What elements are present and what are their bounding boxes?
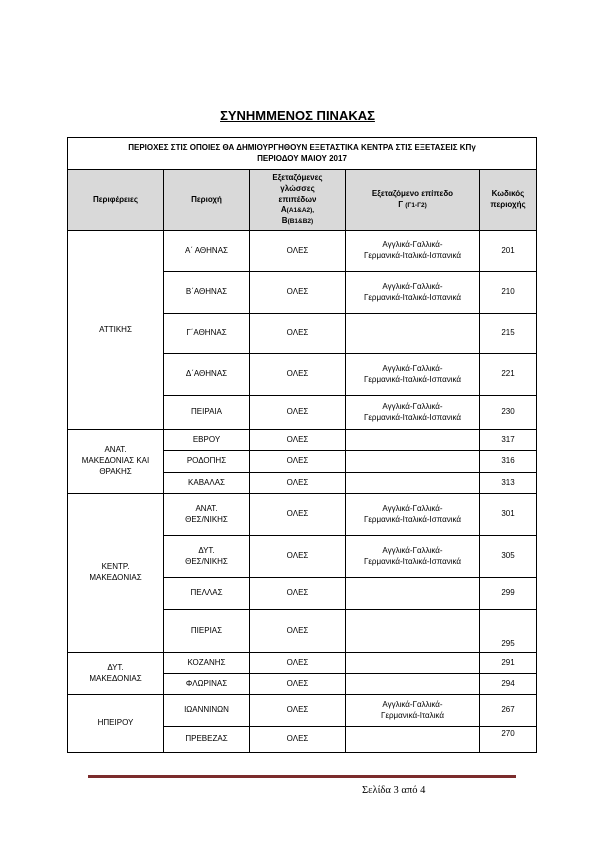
- level-c-line1: Αγγλικά-Γαλλικά-: [382, 503, 443, 513]
- level-c-cell: [346, 231, 480, 272]
- area-line1: ΔΥΤ.: [198, 545, 215, 555]
- level-c-cell: [346, 674, 480, 695]
- langs-ab-cell: ΟΛΕΣ: [250, 727, 346, 753]
- level-c-line1: Αγγλικά-Γαλλικά-: [382, 401, 443, 411]
- langs-ab-cell: ΟΛΕΣ: [250, 396, 346, 430]
- langs-ab-cell: ΟΛΕΣ: [250, 578, 346, 610]
- table-row: [68, 430, 537, 451]
- langs-ab-cell: ΟΛΕΣ: [250, 494, 346, 536]
- header-code: [480, 170, 537, 231]
- code-cell: 210: [480, 272, 537, 314]
- code-cell: 295: [480, 610, 537, 653]
- level-c-line1: Αγγλικά-Γαλλικά-: [382, 281, 443, 291]
- langs-ab-cell: ΟΛΕΣ: [250, 231, 346, 272]
- langs-ab-cell: ΟΛΕΣ: [250, 473, 346, 494]
- area-cell: Α΄ ΑΘΗΝΑΣ: [164, 231, 250, 272]
- level-c-cell: [346, 578, 480, 610]
- page-number: Σελίδα 3 από 4: [362, 785, 426, 796]
- area-line2: ΘΕΣ/ΝΙΚΗΣ: [185, 556, 228, 566]
- header-code-line2: περιοχής: [490, 200, 526, 209]
- region-kentr-makedonias: [68, 494, 164, 653]
- table-caption: [68, 138, 537, 170]
- header-langs-ab-b: Β: [281, 216, 288, 226]
- level-c-line2: Γερμανικά-Ιταλικά-Ισπανικά: [363, 292, 462, 302]
- code-cell: 215: [480, 314, 537, 354]
- area-cell: ΚΑΒΑΛΑΣ: [164, 473, 250, 494]
- langs-ab-cell: ΟΛΕΣ: [250, 272, 346, 314]
- page-title: ΣΥΝΗΜΜΕΝΟΣ ΠΙΝΑΚΑΣ: [220, 108, 375, 123]
- area-cell: Γ΄ΑΘΗΝΑΣ: [164, 314, 250, 354]
- caption-line-1: ΠΕΡΙΟΧΕΣ ΣΤΙΣ ΟΠΟΙΕΣ ΘΑ ΔΗΜΙΟΥΡΓΗΘΟΥΝ ΕΞΕΤΑΣΤΙΚΑ ΚΕΝΤΡΑ ΣΤΙΣ ΕΞΕΤΑΣΕΙΣ ΚΠγ: [128, 142, 476, 152]
- header-langs-ab-line3: επιπέδων: [278, 194, 317, 204]
- langs-ab-cell: ΟΛΕΣ: [250, 695, 346, 727]
- area-cell: ΕΒΡΟΥ: [164, 430, 250, 451]
- langs-ab-cell: ΟΛΕΣ: [250, 314, 346, 354]
- code-cell: 305: [480, 536, 537, 578]
- table-row: [68, 653, 537, 674]
- level-c-cell: [346, 396, 480, 430]
- table-row: [68, 494, 537, 536]
- header-code-line1: Κωδικός: [491, 189, 525, 199]
- level-c-cell: [346, 314, 480, 354]
- level-c-line2: Γερμανικά-Ιταλικά-Ισπανικά: [363, 251, 462, 260]
- region-anat-mak-line3: ΘΡΑΚΗΣ: [99, 466, 132, 476]
- area-cell: ΠΙΕΡΙΑΣ: [164, 610, 250, 653]
- header-row: [68, 170, 537, 231]
- level-c-cell: [346, 494, 480, 536]
- caption-line-2: ΠΕΡΙΟΔΟΥ ΜΑΙΟΥ 2017: [257, 153, 347, 163]
- code-cell: 317: [480, 430, 537, 451]
- code-cell: 230: [480, 396, 537, 430]
- level-c-line2: Γερμανικά-Ιταλικά-Ισπανικά: [363, 514, 462, 524]
- level-c-cell: [346, 430, 480, 451]
- level-c-line2: Γερμανικά-Ιταλικά: [381, 710, 444, 720]
- exam-centers-table: [67, 137, 537, 753]
- level-c-line2: Γερμανικά-Ιταλικά-Ισπανικά: [363, 556, 462, 566]
- langs-ab-cell: ΟΛΕΣ: [250, 451, 346, 473]
- level-c-line2: Γερμανικά-Ιταλικά-Ισπανικά: [363, 374, 462, 384]
- area-cell: ΡΟΔΟΠΗΣ: [164, 451, 250, 473]
- langs-ab-cell: ΟΛΕΣ: [250, 674, 346, 695]
- level-c-line1: Αγγλικά-Γαλλικά-: [382, 699, 443, 709]
- header-langs-ab: [250, 170, 346, 231]
- header-langs-ab-line2: γλώσσες: [280, 183, 315, 193]
- level-c-cell: [346, 536, 480, 578]
- area-cell: [164, 494, 250, 536]
- region-anat-mak-line2: ΜΑΚΕΔΟΝΙΑΣ ΚΑΙ: [81, 456, 150, 466]
- langs-ab-cell: ΟΛΕΣ: [250, 610, 346, 653]
- area-cell: ΠΕΙΡΑΙΑ: [164, 396, 250, 430]
- region-ipeirou: ΗΠΕΙΡΟΥ: [68, 695, 164, 753]
- level-c-line1: Αγγλικά-Γαλλικά-: [382, 545, 443, 555]
- header-langs-ab-line1: Εξεταζόμενες: [272, 173, 323, 182]
- level-c-cell: [346, 473, 480, 494]
- code-cell: 313: [480, 473, 537, 494]
- region-anat-mak-line1: ΑΝΑΤ.: [104, 445, 127, 455]
- area-cell: Δ΄ΑΘΗΝΑΣ: [164, 354, 250, 396]
- header-area: Περιοχή: [164, 170, 250, 231]
- region-attiki: ΑΤΤΙΚΗΣ: [68, 231, 164, 430]
- level-c-cell: [346, 727, 480, 753]
- code-cell: 294: [480, 674, 537, 695]
- header-level-c: [346, 170, 480, 231]
- code-cell: 201: [480, 231, 537, 272]
- level-c-line1: Αγγλικά-Γαλλικά-: [382, 240, 443, 250]
- code-cell: 267: [480, 695, 537, 727]
- code-cell: 291: [480, 653, 537, 674]
- region-dyt-mak-line1: ΔΥΤ.: [107, 662, 124, 672]
- code-cell: 270: [480, 727, 537, 753]
- header-region: Περιφέρειες: [68, 170, 164, 231]
- region-dyt-makedonias: [68, 653, 164, 695]
- header-level-c-sub: (Γ1-Γ2): [405, 202, 427, 209]
- area-line2: ΘΕΣ/ΝΙΚΗΣ: [185, 514, 228, 524]
- area-cell: [164, 536, 250, 578]
- langs-ab-cell: ΟΛΕΣ: [250, 536, 346, 578]
- header-level-c-line1: Εξεταζόμενο επίπεδο: [371, 189, 454, 199]
- code-cell: 299: [480, 578, 537, 610]
- level-c-line1: Αγγλικά-Γαλλικά-: [382, 363, 443, 373]
- langs-ab-cell: ΟΛΕΣ: [250, 653, 346, 674]
- langs-ab-cell: ΟΛΕΣ: [250, 354, 346, 396]
- area-cell: ΠΡΕΒΕΖΑΣ: [164, 727, 250, 753]
- area-cell: Β΄ΑΘΗΝΑΣ: [164, 272, 250, 314]
- header-langs-ab-a: Α: [280, 205, 287, 215]
- area-cell: ΚΟΖΑΝΗΣ: [164, 653, 250, 674]
- langs-ab-cell: ΟΛΕΣ: [250, 430, 346, 451]
- area-cell: ΙΩΑΝΝΙΝΩΝ: [164, 695, 250, 727]
- region-kentr-mak-line2: ΜΑΚΕΔΟΝΙΑΣ: [89, 573, 142, 582]
- region-anat-makedonias: [68, 430, 164, 494]
- code-cell: 221: [480, 354, 537, 396]
- level-c-cell: [346, 354, 480, 396]
- code-cell: 301: [480, 494, 537, 536]
- table-row: [68, 231, 537, 272]
- footer-rule: [88, 775, 516, 778]
- region-kentr-mak-line1: ΚΕΝΤΡ.: [101, 562, 130, 572]
- region-dyt-mak-line2: ΜΑΚΕΔΟΝΙΑΣ: [89, 673, 142, 683]
- area-cell: ΦΛΩΡΙΝΑΣ: [164, 674, 250, 695]
- level-c-cell: [346, 695, 480, 727]
- level-c-cell: [346, 451, 480, 473]
- area-line1: ΑΝΑΤ.: [195, 503, 218, 513]
- code-cell: 316: [480, 451, 537, 473]
- header-level-c-g: Γ: [398, 200, 404, 209]
- level-c-cell: [346, 272, 480, 314]
- header-langs-ab-a-sub: (Α1&Α2),: [286, 207, 315, 215]
- table-row: [68, 695, 537, 727]
- area-cell: ΠΕΛΛΑΣ: [164, 578, 250, 610]
- level-c-cell: [346, 653, 480, 674]
- level-c-line2: Γερμανικά-Ιταλικά-Ισπανικά: [363, 412, 462, 422]
- header-langs-ab-b-sub: (Β1&Β2): [287, 218, 314, 226]
- level-c-cell: [346, 610, 480, 653]
